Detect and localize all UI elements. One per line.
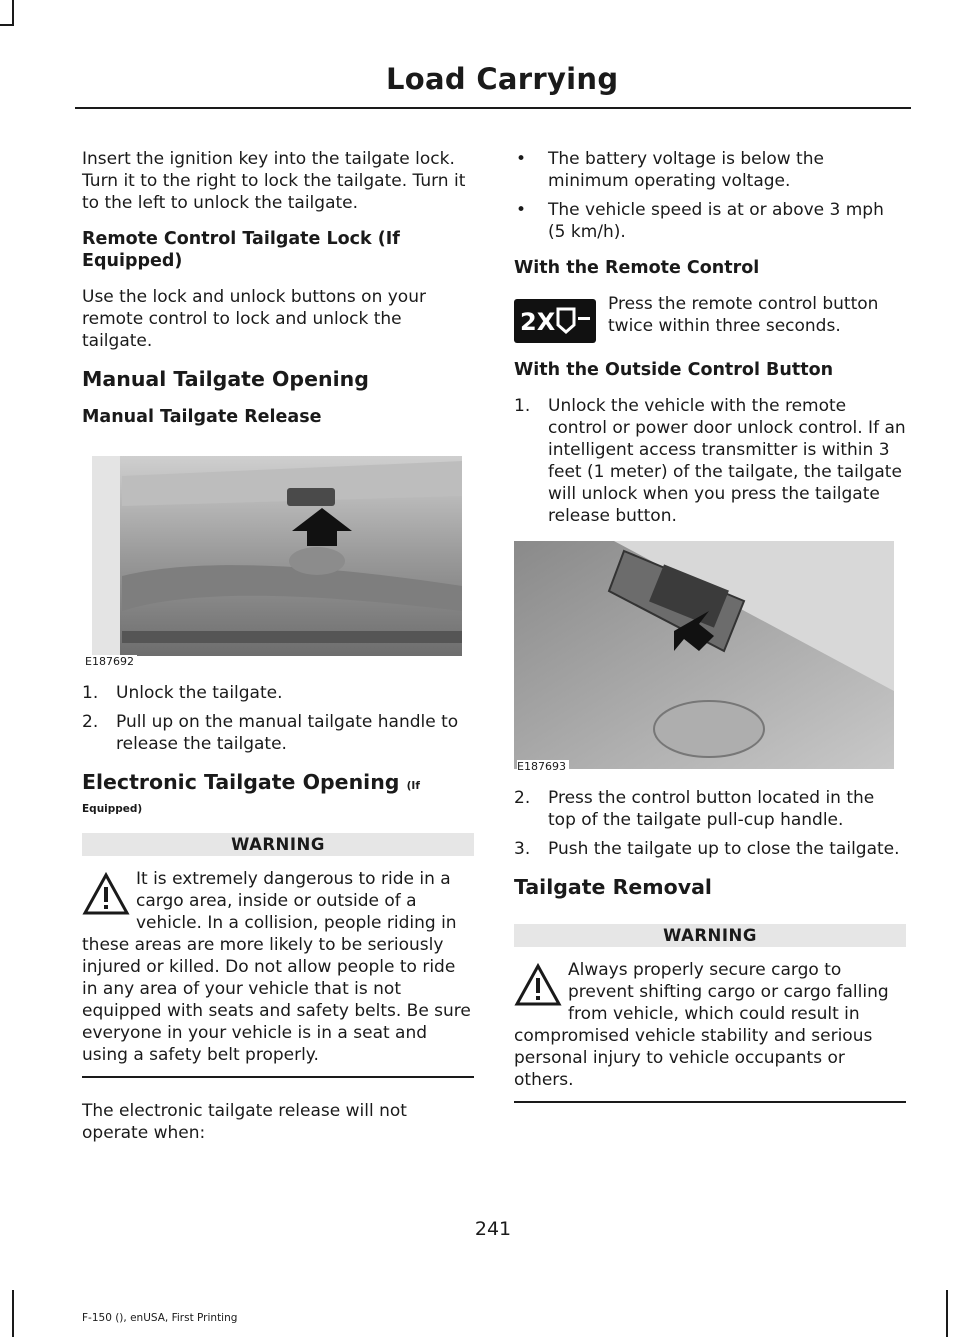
manual-opening-heading: Manual Tailgate Opening — [82, 367, 369, 391]
outside-steps-list — [514, 395, 906, 527]
intro-paragraph: Insert the ignition key into the tailgate lock. Turn it to the right to lock the tailgate. Turn it to the left to unlock the tailgate. — [82, 149, 466, 213]
list-item: 2. Pull up on the manual tailgate handle to release the tailgate. — [82, 712, 459, 754]
warning-box — [514, 924, 906, 1103]
equipped-note: Equipped) — [82, 803, 143, 815]
warning-label: WARNING — [514, 924, 906, 947]
warning-box — [82, 833, 474, 1078]
page-header-title: Load Carrying — [386, 62, 619, 96]
figure-code: E187693 — [517, 760, 569, 773]
manual-steps-list — [82, 682, 474, 755]
outside-button-heading: With the Outside Control Button — [514, 360, 834, 380]
page-number: 241 — [474, 1218, 512, 1240]
remote-button-icon — [514, 299, 596, 343]
left-column — [82, 148, 474, 1158]
conditions-list — [514, 148, 906, 243]
tailgate-button-illustration — [514, 541, 894, 773]
crop-mark — [12, 1290, 14, 1337]
footer-text: F-150 (), enUSA, First Printing — [82, 1312, 238, 1324]
right-column — [514, 148, 906, 1117]
list-item: 1. Unlock the vehicle with the remote control or power door unlock control. If an intelligent access transmitter is within 3 feet (1 meter) of the tailgate, the tailgate will unlock when you press the tailgate release button. — [514, 396, 906, 526]
release-paragraph: The electronic tailgate release will not operate when: — [82, 1101, 407, 1143]
warning-rule — [514, 1101, 906, 1103]
warning-rule — [82, 1076, 474, 1078]
electronic-opening-heading: Electronic Tailgate Opening (If — [82, 770, 420, 794]
svg-text:2X: 2X — [520, 308, 556, 336]
list-item: 2. Press the control button located in the top of the tailgate pull-cup handle. — [514, 788, 875, 830]
remote-paragraph: Press the remote control button twice within three seconds. — [608, 294, 879, 336]
header-rule — [75, 107, 911, 109]
list-item: • The vehicle speed is at or above 3 mph (5 km/h). — [516, 200, 884, 242]
list-item: 1. Unlock the tailgate. — [82, 683, 283, 703]
crop-mark — [946, 1290, 948, 1337]
remote-lock-paragraph: Use the lock and unlock buttons on your remote control to lock and unlock the tailgate. — [82, 287, 426, 351]
warning-text: It is extremely dangerous to ride in a cargo area, inside or outside of a vehicle. In a collision, people riding in these areas are more likely to be seriously injured or killed. Do not allow people to ride in any area of your vehicle that is not equipped with seats and safety belts. Be sure everyone in your vehicle is in a seat and using a safety belt properly. — [82, 869, 471, 1065]
tailgate-removal-heading: Tailgate Removal — [514, 875, 712, 899]
list-item: • The battery voltage is below the minimum operating voltage. — [516, 149, 824, 191]
manual-release-heading: Manual Tailgate Release — [82, 407, 322, 427]
remote-lock-heading: Remote Control Tailgate Lock (If Equipped) — [82, 229, 400, 271]
remote-control-heading: With the Remote Control — [514, 258, 760, 278]
list-item: 3. Push the tailgate up to close the tailgate. — [514, 839, 900, 859]
warning-triangle-icon — [82, 872, 130, 916]
close-steps-list — [514, 787, 906, 860]
crop-mark — [0, 24, 14, 26]
warning-triangle-icon — [514, 963, 562, 1007]
warning-text: Always properly secure cargo to prevent shifting cargo or cargo falling from vehicle, which could result in compromised vehicle stability and serious personal injury to vehicle occupants or others. — [514, 960, 889, 1090]
figure-code: E187692 — [85, 655, 137, 668]
warning-label: WARNING — [82, 833, 474, 856]
crop-mark — [12, 0, 14, 24]
tailgate-release-illustration — [82, 436, 462, 668]
